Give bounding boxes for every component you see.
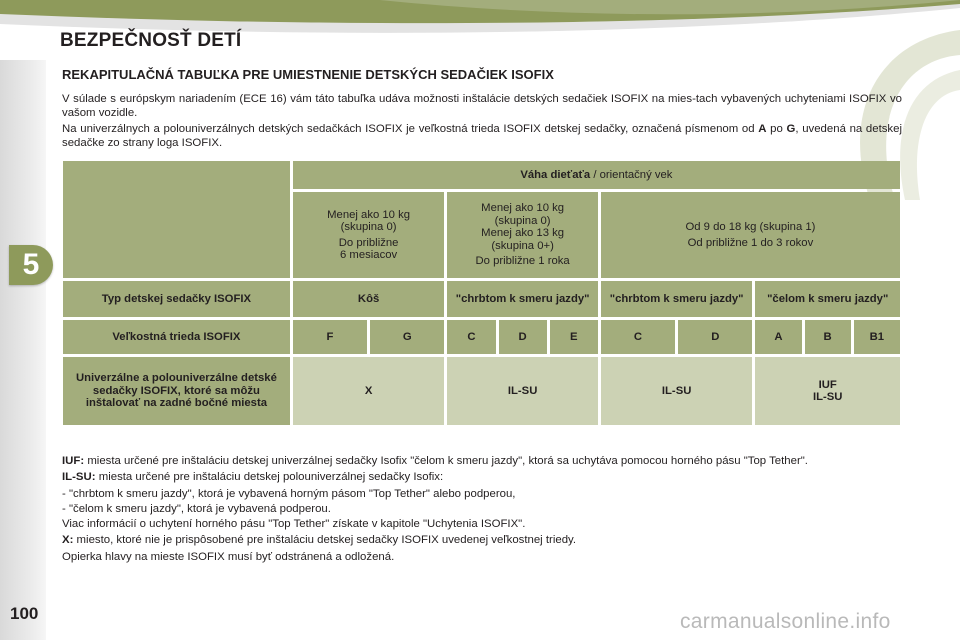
intro-text xyxy=(62,93,902,153)
left-margin-strip xyxy=(0,60,46,640)
seat-cell-3: IUF IL-SU xyxy=(755,357,900,425)
intro-paragraph-2 xyxy=(62,123,902,150)
note-x-text: miesto, ktoré nie je prispôsobené pre inštaláciu detskej sedačky ISOFIX uvedenej veľkostnej triedy. xyxy=(73,534,577,547)
note-dash-1: - "chrbtom k smeru jazdy", ktorá je vybavená horným pásom "Top Tether" alebo podperou, xyxy=(62,487,516,500)
group-1-cell xyxy=(601,192,900,278)
page-number: 100 xyxy=(10,604,39,623)
seat-cell-2: IL-SU xyxy=(601,357,753,425)
note-headrest: Opierka hlavy na mieste ISOFIX musí byť odstránená a odložená. xyxy=(62,550,395,563)
seat-cell-1: IL-SU xyxy=(447,357,598,425)
note-ilsu xyxy=(62,471,902,484)
note-dash-2: - "čelom k smeru jazdy", ktorá je vybavená podperou. xyxy=(62,502,331,515)
note-x-term: X: xyxy=(62,534,74,547)
class-cell-2: C xyxy=(447,320,495,354)
class-cell-1: G xyxy=(370,320,444,354)
intro-2-part-mid: po xyxy=(766,123,787,135)
class-from-letter: A xyxy=(758,123,767,135)
class-cell-7: A xyxy=(755,320,801,354)
watermark: carmanualsonline.info xyxy=(680,610,891,633)
note-ilsu-text: miesta určené pre inštaláciu detskej polouniverzálnej sedačky Isofix: xyxy=(95,471,444,484)
weight-header xyxy=(293,161,900,189)
note-iuf-term: IUF: xyxy=(62,455,85,467)
note-ilsu-term: IL-SU: xyxy=(62,471,96,484)
group-1-age: Od približne 1 do 3 rokov xyxy=(687,236,814,249)
row-label-seat-positions: Univerzálne a polouniverzálne detské sedačky ISOFIX, ktoré sa môžu inštalovať na zadné bočné miesta xyxy=(63,357,290,425)
section-heading: REKAPITULAČNÁ TABUĽKA PRE UMIESTNENIE DETSKÝCH SEDAČIEK ISOFIX xyxy=(62,67,554,82)
group-0plus-title-2: (skupina 0) xyxy=(494,214,551,227)
row-label-size-class: Veľkostná trieda ISOFIX xyxy=(63,320,290,354)
group-0plus-title-1: Menej ako 10 kg xyxy=(481,202,565,215)
weight-header-rest: / orientačný vek xyxy=(590,168,673,181)
group-0plus-cell xyxy=(447,192,598,278)
class-cell-4: E xyxy=(550,320,598,354)
class-to-letter: G xyxy=(786,123,796,135)
type-cell-0: Kôš xyxy=(293,281,445,317)
seat-cell-0: X xyxy=(293,357,445,425)
weight-header-bold: Váha dieťaťa xyxy=(520,168,591,181)
type-cell-1: "chrbtom k smeru jazdy" xyxy=(447,281,598,317)
note-iuf-text: miesta určené pre inštaláciu detskej univerzálnej sedačky Isofix "čelom k smeru jazdy", ktorá sa uchytáva pomocou horného pásu "Top Tether". xyxy=(84,455,808,467)
class-cell-9: B1 xyxy=(854,320,900,354)
group-0plus-age: Do približne 1 roka xyxy=(475,255,570,268)
class-cell-0: F xyxy=(293,320,367,354)
type-cell-2: "chrbtom k smeru jazdy" xyxy=(601,281,753,317)
group-0-cell xyxy=(293,192,445,278)
table-corner-cell xyxy=(63,161,290,278)
note-iuf xyxy=(62,455,902,468)
intro-2-part-b: , uvedená na detskej sedačke zo strany loga ISOFIX. xyxy=(62,123,902,149)
legend-notes xyxy=(62,455,902,567)
row-label-seat-type: Typ detskej sedačky ISOFIX xyxy=(63,281,290,317)
group-0-title-2: (skupina 0) xyxy=(340,221,397,233)
chapter-tab xyxy=(9,245,53,285)
isofix-summary-table xyxy=(60,158,903,428)
type-cell-3: "čelom k smeru jazdy" xyxy=(755,281,900,317)
group-1-title: Od 9 do 18 kg (skupina 1) xyxy=(685,221,816,233)
intro-2-part-a: Na univerzálnych a polouniverzálnych detských sedačkách ISOFIX je veľkostná trieda ISOFIX detskej sedačky, označená písmenom od xyxy=(62,123,759,135)
page-title: BEZPEČNOSŤ DETÍ xyxy=(60,30,242,51)
group-0-title-1: Menej ako 10 kg xyxy=(327,208,411,221)
class-cell-5: C xyxy=(601,320,675,354)
class-cell-6: D xyxy=(678,320,752,354)
note-x xyxy=(62,534,902,547)
group-0plus-title-3: Menej ako 13 kg xyxy=(481,227,565,240)
class-cell-8: B xyxy=(805,320,851,354)
intro-paragraph-1: V súlade s európskym nariadením (ECE 16) vám táto tabuľka udáva možnosti inštalácie detských sedačiek ISOFIX na mies-tach vybavených uchyteniami ISOFIX vo vašom vozidle. xyxy=(62,93,902,119)
chapter-number: 5 xyxy=(22,248,40,281)
class-cell-3: D xyxy=(499,320,547,354)
note-top-tether: Viac informácií o uchytení horného pásu "Top Tether" získate v kapitole "Uchytenia ISOFIX". xyxy=(62,518,526,531)
group-0plus-title-4: (skupina 0+) xyxy=(491,239,554,252)
group-0-age: Do približne 6 mesiacov xyxy=(338,236,399,261)
